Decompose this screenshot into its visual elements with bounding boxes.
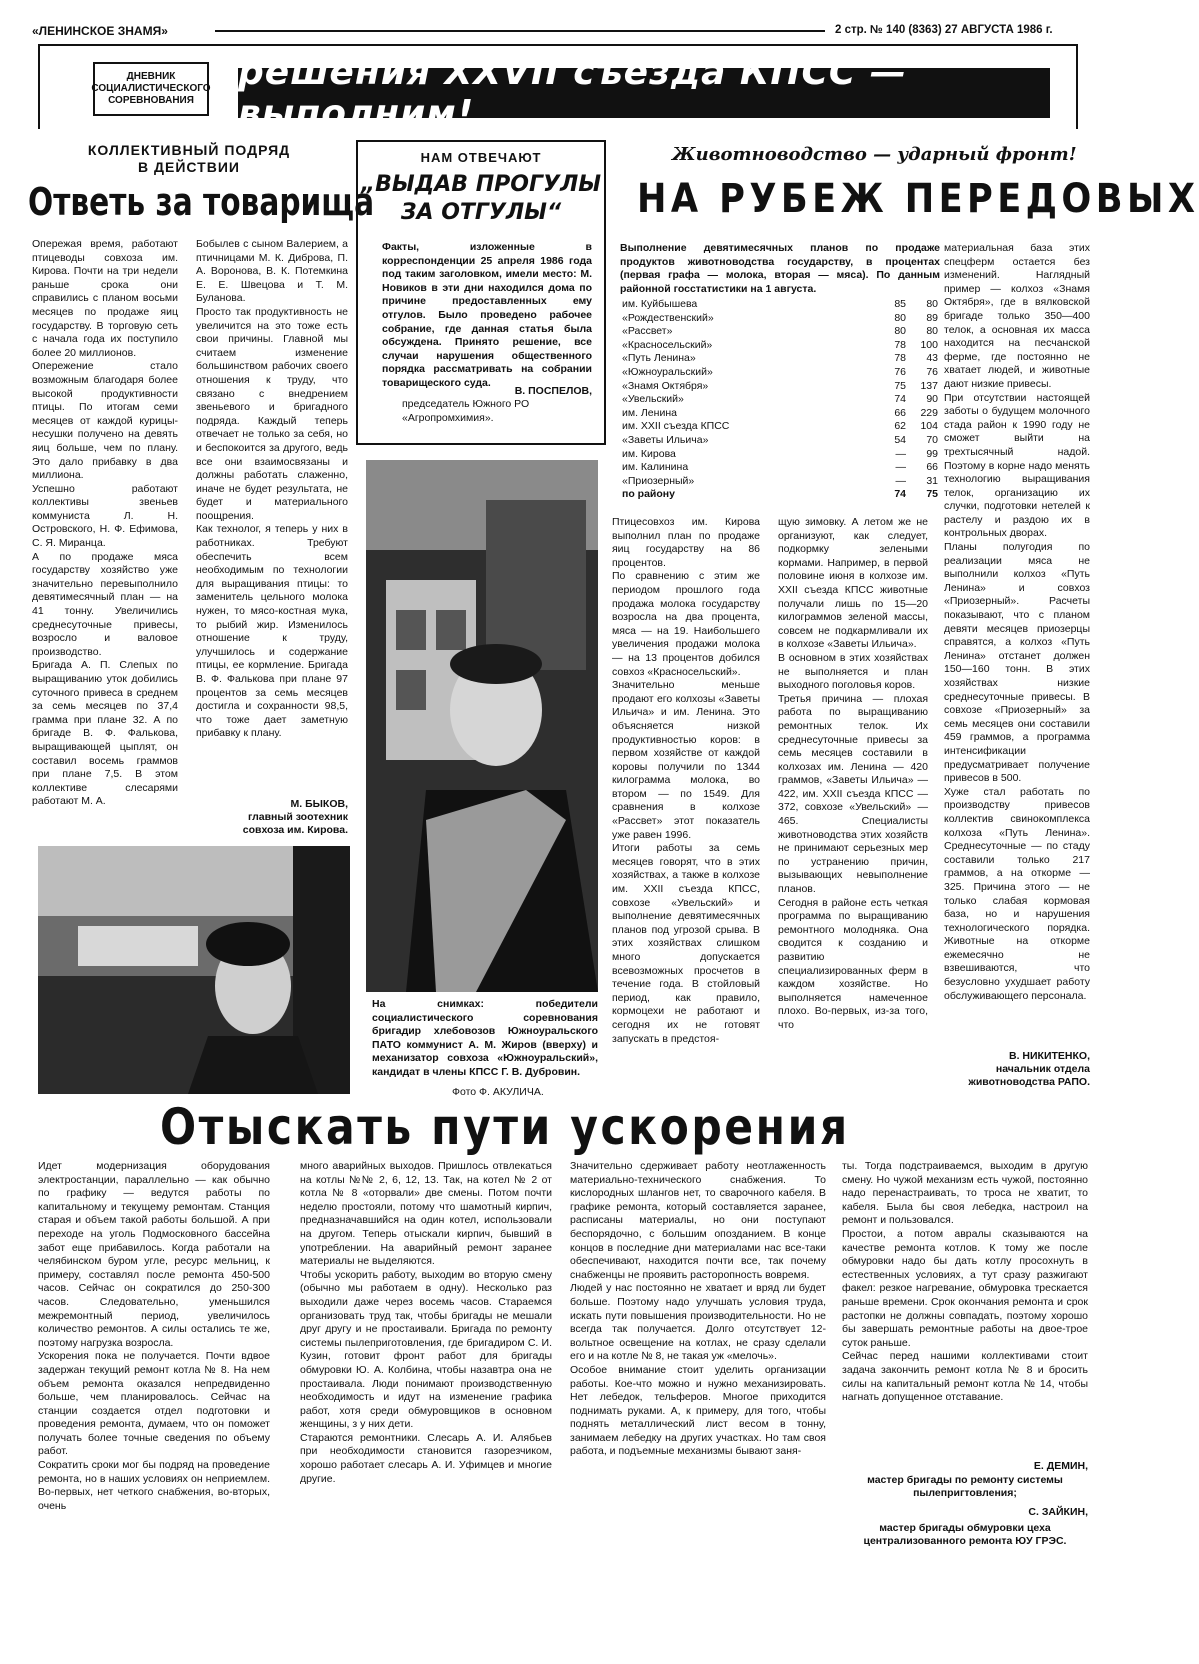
masthead-rule — [215, 30, 825, 32]
sales-table-meat: 70 — [926, 433, 938, 446]
article2-col-a: Птицесовхоз им. Кирова выполнил план по продаже яиц государству на 86 процентов. По сравнению с этим же периодом прошлого года продажа молока государству возросла на два процента, мяса — на 19. Наибольшего увеличения продажи молока — на 13 процентов добился совхоз «Красносельский». Значительно меньше продают его колхозы «Заветы Ильича» и им. Ленина. Это объясняется низкой продуктивностью коров: в первом хозяйстве от каждой коровы получили по 1344 килограмма молока, во втором — по 1549. Для сравнения в колхозе «Рассвет» этот показатель уже равен 1996. Итоги работы за семь месяцев говорят, что в этих хозяйствах, а также в колхозе им. XXII съезда КПСС, совхозе «Увельский» и выполнение девятимесячных планов под угрозой срыва. В этих хозяйствах слишком много допускается всевозможных просчетов в течение года. В стойловый период, как правило, кормоцехи не работают и сегодня их не готовят запускать в предстоя- — [612, 516, 760, 1045]
sales-table-row — [620, 488, 940, 502]
sales-table-milk: 76 — [894, 365, 906, 378]
sales-table-row — [620, 393, 940, 407]
sales-table-meat: 99 — [926, 447, 938, 460]
sales-table-row — [620, 298, 940, 312]
sales-table-row — [620, 434, 940, 448]
sales-table-name: «Заветы Ильича» — [622, 433, 709, 446]
zhirov-photo-graphic — [366, 460, 598, 992]
sales-table-meat: 75 — [926, 488, 938, 501]
sales-table-meat: 229 — [920, 406, 938, 419]
sales-table-meat: 66 — [926, 461, 938, 474]
sales-table-row — [620, 448, 940, 462]
sales-table-milk: 75 — [894, 379, 906, 392]
sales-table-row — [620, 407, 940, 421]
article2-col-c: материальная база этих спецферм остается без изменений. Наглядный пример — колхоз «Знамя Октября», где в вялковской бригаде только 350—400 телок, а основная их масса находится на песчанской ферме, где постоянно не хватает людей, и животные дают низкие привесы. При отсутствии настоящей заботы о будущем молочного стада район к 1990 году не сможет выйти на трехтысячный надой. Поэтому в корне надо менять технологию выращивания телок, организацию их случки, подготовки нетелей к растелу и раздою их в контрольных дворах. Планы полугодия по реализации мяса не выполнили колхоз «Путь Ленина» и совхоз «Приозерный». Расчеты показывают, что с планом девяти месяцев приозерцы справятся, а колхоз «Путь Ленина» отстанет должен 150—160 тонн. В этих хозяйствах низкие среднесуточные привесы. В совхозе «Приозерный» за семь месяцев они составили 459 граммов, а программа интенсификации предусматривает получение привесов в 500. Хуже стал работать по производству привесов коллектив свинокомплекса колхоза «Путь Ленина». Среднесуточные — по стаду составили только 217 граммов, а на откорме — 325. Причина этого — не только слабая кормовая база, но и нарушения технологического порядка. Животные на откорме ежемесячно не взвешиваются, что безусловно ухудшает работу обслуживающего персонала. — [944, 242, 1090, 1002]
sales-table-name: «Приозерный» — [622, 474, 695, 487]
sales-table-milk: — — [895, 447, 906, 460]
sales-table-meat: 104 — [920, 420, 938, 433]
sales-table-row — [620, 352, 940, 366]
answer-title: „ВЫДАВ ПРОГУЛЫ ЗА ОТГУЛЫ“ — [360, 172, 602, 225]
sales-table-name: им. XXII съезда КПСС — [622, 420, 730, 433]
article3-sig2: С. ЗАЙКИН, — [1028, 1506, 1088, 1518]
sales-table-name: им. Куйбышева — [622, 298, 698, 310]
sales-table-milk: 62 — [894, 420, 906, 433]
sales-table-row — [620, 475, 940, 489]
sales-table-milk: 80 — [894, 311, 906, 324]
sales-table-name: «Увельский» — [622, 393, 684, 406]
sales-table-name: «Красносельский» — [622, 338, 713, 351]
sales-table-meat: 43 — [926, 352, 938, 365]
sales-table — [620, 298, 940, 502]
answer-text: Факты, изложенные в корреспонденции 25 апреля 1986 года под таким заголовком, имели место: М. Новиков в эти дни находился дома по причине предоставленных ему отгулов. Было проведено рабочее собрание, где данная статья была обсуждена. Принято решение, все случаи нарушения общественного порядка рассматривать на собрании товарищеского суда. — [382, 241, 592, 389]
answer-signature: В. ПОСПЕЛОВ, — [514, 385, 592, 397]
sales-table-meat: 76 — [926, 365, 938, 378]
sales-table-meat: 89 — [926, 311, 938, 324]
sales-table-milk: 66 — [894, 406, 906, 419]
answer-position: председатель Южного РО «Агропромхимия». — [402, 398, 530, 424]
diary-box — [93, 62, 209, 116]
paper-name: «ЛЕНИНСКОЕ ЗНАМЯ» — [32, 24, 168, 38]
article1-title: Ответь за товарища — [28, 180, 375, 224]
diary-text: ДНЕВНИК СОЦИАЛИСТИЧЕСКОГО СОРЕВНОВАНИЯ — [91, 71, 211, 106]
sales-table-milk: — — [895, 461, 906, 474]
sales-table-name: «Южноуральский» — [622, 365, 713, 378]
header-frame-right — [1076, 44, 1078, 129]
sales-table-name: «Знамя Октября» — [622, 379, 709, 392]
sales-table-name: им. Ленина — [622, 406, 677, 419]
article3-pos2: мастер бригады обмуровки цеха централизованного ремонта ЮУ ГРЭС. — [863, 1522, 1067, 1547]
sales-table-milk: 78 — [894, 352, 906, 365]
banner-text: решения XXVII съезда КПСС — выполним! — [238, 52, 907, 134]
sales-table-row — [620, 380, 940, 394]
article1-col2: Бобылев с сыном Валерием, а птичницами М. К. Диброва, П. А. Воронова, В. К. Потемкина Е. Е. Швецова и Т. М. Буланова. Просто так продуктивность не увеличится на это тоже есть свои причины. Главной мы считаем изменение большинством рабочих своего отношения к труду, что связано с внедрением звеньевого и бригадного подряда. Каждый теперь отвечает не только за себя, но и беспокоится за другого, ведь все они взаимосвязаны и должны работать слаженно, иначе не будет результата, не будет и материального поощрения. Как технолог, я теперь у них в работниках. Требуют обеспечить всем необходимым по технологии для выращивания птицы: то заменитель цельного молока нужен, то мясо-костная мука, то рыбий жир. Изменилось отношение к труду, улучшилось и содержание птицы, ее кормление. Бригада В. Ф. Фалькова при плане 97 процентов за семь месяцев достигла и сохранности 98,5, что тоже дает заметную прибавку к плану. — [196, 238, 348, 740]
article2-title: НА РУБЕЖ ПЕРЕДОВЫХ — [637, 176, 1199, 222]
article3-col2: много аварийных выходов. Пришлось отвлекаться на котлы №№ 2, 6, 12, 13. Так, на котел № 2 от котла № 8 «оторвали» две смены. Потом почти неделю простояли, потому что шамотный кирпич, предназначавшийся на один котел, использовали на другом. Теперь отыскали кирпич, бывший в употреблении. На аварийный ремонт заранее материалы не выделяются. Чтобы ускорить работу, выходим во вторую смену (обычно мы работаем в одну). Несколько раз выходили даже через восемь часов. Стараемся организовать труд так, чтобы бригады не мешали друг другу и не простаивали. Бригада по ремонту системы пылеприготовления, где бригадиром С. И. Кузин, готовит фронт работ для бригады обмуровки Ю. А. Колбина, чтобы назавтра она не простаивала. Люди понимают производственную необходимость и идут на изменение графика работ, хотя среди обмуровщиков в основном женщины, з у них дети. Стараются ремонтники. Слесарь А. И. Алябьев при необходимости становится газорезчиком, хорошо работает слесарь А. И. Уфимцев и многие другие. — [300, 1160, 552, 1485]
article2-intro: Выполнение девятимесячных планов по продаже продуктов животноводства государству, в процентах (первая графа — молока, вторая — мяса). По данным районной госстатистики на 1 августа. — [620, 242, 940, 295]
header-frame-left — [38, 44, 40, 129]
sales-table-name: «Рождественский» — [622, 311, 714, 324]
sales-table-name: «Путь Ленина» — [622, 352, 696, 365]
sales-table-milk: 74 — [894, 488, 906, 501]
photo-zhirov — [366, 460, 598, 992]
sales-table-row — [620, 339, 940, 353]
sales-table-name: «Рассвет» — [622, 325, 673, 338]
sales-table-milk: — — [895, 474, 906, 487]
sales-table-milk: 78 — [894, 338, 906, 351]
sales-table-milk: 74 — [894, 393, 906, 406]
answer-label: НАМ ОТВЕЧАЮТ — [420, 150, 542, 165]
article2-signature: В. НИКИТЕНКО, начальник отдела животноводства РАПО. — [968, 1050, 1090, 1088]
article1-col1: Опережая время, работают птицеводы совхоза им. Кирова. Почти на три недели раньше срока они справились с планом восьми месяцев по продаже яиц государству. В торговую сеть с начала года их поступило более 20 миллионов. Опережение стало возможным благодаря более высокой продуктивности птицы. По итогам семи месяцев от каждой курицы-несушки получено на девять яиц больше, чем по плану. Это дало прибавку в два миллиона. Успешно работают коллективы звеньев коммуниста Л. Н. Островского, Н. Ф. Ефимова, С. Я. Миранца. А по продаже мяса государству хозяйство уже значительно перевыполнило девятимесячный план — на 41 тонну. Увеличились среднесуточные привесы, возросло и валовое производство. Бригада А. П. Слепых по выращиванию уток добились суточного привеса в среднем за семь месяцев по 37,4 грамма при плане 32. А по бригаде В. Ф. Фалькова, выращивающей цыплят, он составил восемь граммов при плане 7,5. В этом коллективе слесарями работают М. А. — [32, 238, 178, 808]
sales-table-meat: 80 — [926, 298, 938, 310]
congress-banner — [238, 52, 1050, 134]
photo-driver — [38, 846, 350, 1094]
issue-info: 2 стр. № 140 (8363) 27 АВГУСТА 1986 г. — [835, 24, 1053, 36]
sales-table-meat: 90 — [926, 393, 938, 406]
sales-table-name: им. Калинина — [622, 461, 689, 474]
article3-col1: Идет модернизация оборудования электростанции, параллельно — как обычно по графику — ведутся работы по капитальному и текущему ремонтам. Станция старая и объем такой работы большой. А при переходе на уголь Подмосковного бассейна забот еще прибавилось. Когда работали на челябинском буром угле, ресурс мельниц, к примеру, составлял после ремонта 450-500 часов. Сейчас он сократился до 250-300 часов. Следовательно, уменьшился межремонтный период, увеличилось количество ремонтов. А силы остались те же, поэтому нагрузка возросла. Ускорения пока не получается. Почти вдвое задержан текущий ремонт котла № 8. На нем объем ремонта оказался непредвиденно больше, чем планировалось. Сейчас на станции создается отдел подготовки и проведения ремонта, думаем, что он поможет получать более точные сведения по объему работ. Сократить сроки мог бы подряд на проведение ремонта, но в наших условиях он неприемлем. Во-первых, нет четкого снабжения, во-вторых, очень — [38, 1160, 270, 1512]
article2-rubric: Животноводство — ударный фронт! — [672, 144, 1077, 165]
sales-table-meat: 31 — [926, 474, 938, 487]
sales-table-name: им. Кирова — [622, 447, 676, 460]
sales-table-meat: 137 — [920, 379, 938, 392]
sales-table-meat: 80 — [926, 325, 938, 338]
answer-box — [356, 140, 606, 445]
article2-col-b: щую зимовку. А летом же не организуют, как следует, подкормку зелеными кормами. Например, в первой половине июня в колхозе им. XXII съезда КПСС животные получали лишь по 15—20 килограммов зеленой массы, совсем не подкармливали их в колхозе «Заветы Ильича». В основном в этих хозяйствах не выполняется и план выходного поголовья коров. Третья причина — плохая работа по выращиванию ремонтных телок. Их среднесуточные привесы за семь месяцев составили в колхозах им. Ленина — 420 граммов, «Заветы Ильича» — 422, им. XXII съезда КПСС — 372, совхозе «Увельский» — 465. Специалисты животноводства этих хозяйств не принимают серьезных мер по устранению причин, вызывающих невыполнение планов. Сегодня в районе есть четкая программа по выращиванию ремонтного молодняка. Она сводится к созданию и развитию специализированных ферм в каждом хозяйстве. Но выполняется намеченное плохо. Во-первых, из-за того, что — [778, 516, 928, 1031]
article3-col3: Значительно сдерживает работу неотлаженность материально-технического снабжения. То кислородных шлангов нет, то сварочного кабеля. В графике ремонта, который составляется заранее, расписаны материалы, но они поступают беспорядочно, с большим опозданием. В конце концов в последние дни материалами нас все-таки обеспечивают, находится почти все, так почему снабженцы не проявить расторопность вовремя. Людей у нас постоянно не хватает и вряд ли будет больше. Поэтому надо улучшать условия труда, искать пути повышения производительности. Но не всегда так получается. Долго отсутствует 12-вольтное освещение на котлах, не сразу сделали его и на котле № 8, не такая уж «мелочь». Особое внимание стоит уделить организации работы. Кое-что можно и нужно механизировать. Нет лебедок, тельферов. Многое приходится поднимать руками. А, к примеру, для того, чтобы поднять металлический лист весом в тонну, занимаем лебедку на других участках. Но там своя работа, и подъемные механизмы бывают заня- — [570, 1160, 826, 1458]
article1-signature: М. БЫКОВ, главный зоотехник совхоза им. Кирова. — [242, 798, 348, 836]
driver-photo-graphic — [38, 846, 350, 1094]
article3-sig1: Е. ДЕМИН, — [1033, 1460, 1088, 1472]
article1-kicker: КОЛЛЕКТИВНЫЙ ПОДРЯД В ДЕЙСТВИИ — [87, 142, 291, 175]
sales-table-row — [620, 461, 940, 475]
sales-table-row — [620, 325, 940, 339]
sales-table-row — [620, 366, 940, 380]
sales-table-milk: 54 — [894, 433, 906, 446]
header-frame-top — [38, 44, 1078, 46]
sales-table-milk: 85 — [894, 298, 906, 310]
article3-title: Отыскать пути ускорения — [160, 1098, 850, 1156]
sales-table-name: по району — [622, 488, 675, 501]
article3-col4: ты. Тогда подстраиваемся, выходим в другую смену. Но чужой механизм есть чужой, постоянно надо перенастраивать, то троса не хватит, то кабеля. Была бы своя лебедка, настроил на ремонт и пользовался. Простои, а потом авралы сказываются на качестве ремонта котлов. К тому же после обмуровки надо бы дать котлу просохнуть в естественных условиях, а тут сразу разжигают факел: резкое нагревание, обмуровка трескается раньше времени. Срок окончания ремонта и срок растопки не должны совпадать, поэтому хорошо бы завершать ремонтные работы на двое-трое суток раньше. Сейчас перед нашими коллективами стоит задача закончить ремонт котла № 8 и бросить силы на капитальный ремонт котла № 14, чтобы нагнать допущенное отставание. — [842, 1160, 1088, 1404]
photo-credit: Фото Ф. АКУЛИЧА. — [452, 1086, 544, 1098]
sales-table-row — [620, 420, 940, 434]
photo-caption: На снимках: победители социалистического соревнования бригадир хлебовозов Южноуральского ПАТО коммунист А. М. Жиров (вверху) и механизатор совхоза «Южноуральский», кандидат в члены КПСС Г. В. Дубровин. — [372, 998, 598, 1078]
sales-table-meat: 100 — [920, 338, 938, 351]
sales-table-row — [620, 312, 940, 326]
sales-table-milk: 80 — [894, 325, 906, 338]
article3-pos1: мастер бригады по ремонту системы пылепригтовления; — [867, 1474, 1063, 1499]
